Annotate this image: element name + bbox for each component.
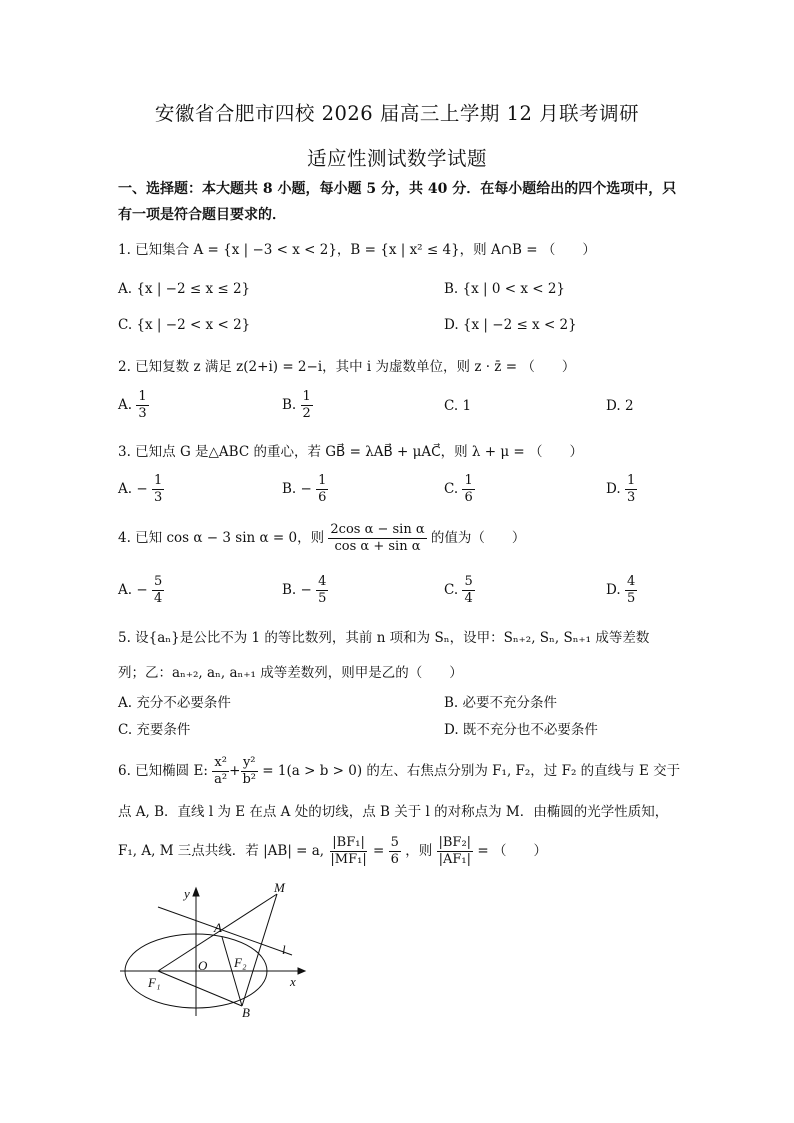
label-o: O bbox=[198, 958, 208, 973]
q6-frac-bf1-num: |BF₁| bbox=[332, 835, 365, 850]
q3-a-fraction bbox=[152, 473, 164, 506]
q2-a-den: 3 bbox=[138, 406, 147, 421]
q4-d-fraction bbox=[625, 574, 637, 607]
label-l: l bbox=[282, 942, 286, 957]
q4-c-label: C. bbox=[444, 582, 459, 598]
q4-c-fraction bbox=[462, 574, 474, 607]
q4-stem-pre: 4. 已知 cos α − 3 sin α = 0，则 bbox=[118, 530, 325, 546]
q2-a-fraction bbox=[136, 389, 148, 422]
page-title-line1: 安徽省合肥市四校 2026 届高三上学期 12 月联考调研 bbox=[154, 102, 640, 125]
question-4-stem bbox=[118, 522, 525, 555]
q6-frac-bf1 bbox=[328, 835, 368, 868]
q4-option-b bbox=[282, 574, 328, 607]
q4-stem-fraction bbox=[328, 522, 426, 555]
q4-option-c bbox=[444, 574, 475, 607]
q4-a-sign: − bbox=[136, 582, 148, 598]
q5-option-b: B. 必要不充分条件 bbox=[444, 695, 558, 711]
q4-a-label: A. bbox=[118, 582, 133, 598]
q6-frac-ratio bbox=[389, 835, 401, 868]
question-6-stem-line2: 点 A, B．直线 l 为 E 在点 A 处的切线，点 B 关于 l 的对称点为 M．由椭圆的光学性质知， bbox=[118, 804, 669, 820]
q6-frac-x-num: x² bbox=[214, 755, 227, 770]
q4-b-den: 5 bbox=[318, 591, 327, 606]
q3-option-d bbox=[606, 473, 637, 506]
q3-option-b bbox=[282, 473, 328, 506]
q1-option-d: D. {x | −2 ≤ x < 2} bbox=[444, 317, 577, 333]
q2-option-a bbox=[118, 389, 149, 422]
q4-stem-post: 的值为（ ） bbox=[430, 530, 526, 546]
q4-option-d bbox=[606, 574, 637, 607]
q6-line3-eq: = bbox=[373, 843, 385, 859]
q1-option-c: C. {x | −2 < x < 2} bbox=[118, 317, 251, 333]
label-y: y bbox=[184, 886, 190, 901]
q5-option-d: D. 既不充分也不必要条件 bbox=[444, 722, 598, 738]
q4-b-num: 4 bbox=[318, 574, 327, 589]
q4-stem-den: cos α + sin α bbox=[334, 539, 421, 554]
question-5-stem-line2: 列；乙：aₙ₊₂, aₙ, aₙ₊₁ 成等差数列，则甲是乙的（ ） bbox=[118, 665, 463, 681]
q2-d-label: D. bbox=[606, 398, 621, 414]
q6-frac-y-den: b² bbox=[242, 772, 256, 787]
q3-d-fraction bbox=[625, 473, 637, 506]
q4-d-num: 4 bbox=[626, 574, 636, 589]
q2-b-den: 2 bbox=[302, 406, 311, 421]
q6-frac-ratio-num: 5 bbox=[390, 835, 399, 850]
q2-c-value: 1 bbox=[462, 398, 472, 414]
q3-b-fraction bbox=[316, 473, 328, 506]
q6-frac-ratio-den: 6 bbox=[390, 852, 399, 867]
q4-c-num: 5 bbox=[464, 574, 473, 589]
q1-option-a: A. {x | −2 ≤ x ≤ 2} bbox=[118, 281, 251, 297]
q4-a-num: 5 bbox=[153, 574, 163, 589]
q4-b-sign: − bbox=[300, 582, 312, 598]
page-title-line2: 适应性测试数学试题 bbox=[306, 147, 487, 170]
q6-frac-x bbox=[212, 755, 229, 788]
q3-a-den: 3 bbox=[153, 490, 163, 505]
q5-option-a: A. 充分不必要条件 bbox=[118, 695, 231, 711]
segment-f1-b bbox=[158, 971, 242, 1006]
question-3-stem: 3. 已知点 G 是△ABC 的重心，若 GB⃗ = λAB⃗ + μAC⃗，则 λ + μ = （ ） bbox=[118, 444, 584, 460]
q3-d-label: D. bbox=[606, 481, 621, 497]
q3-b-sign: − bbox=[300, 481, 312, 497]
question-6-stem-line1: 6. 已知椭圆 E: $\frac{\text{x²}}{\text{a²}}$ + $\frac{\text{y²}}{\text{b²}}$ = 1(a > b > 0) 的左、右焦点分别为 F₁, F₂，过 F₂ 的直线与 E 交于 bbox=[118, 755, 681, 787]
label-b: B bbox=[242, 1005, 250, 1020]
q6-frac-y-num: y² bbox=[242, 755, 256, 770]
q3-option-c bbox=[444, 473, 475, 506]
q2-b-num: 1 bbox=[302, 389, 311, 404]
q6-line1-pre: 6. 已知椭圆 E: bbox=[118, 763, 208, 779]
q3-b-num: 1 bbox=[318, 473, 327, 488]
q2-d-value: 2 bbox=[624, 398, 634, 414]
label-m: M bbox=[274, 880, 285, 895]
q4-a-den: 4 bbox=[153, 591, 163, 606]
q3-d-den: 3 bbox=[626, 490, 636, 505]
q3-c-den: 6 bbox=[464, 490, 473, 505]
ellipse-figure bbox=[110, 880, 320, 1020]
q6-line3-post: ，则 bbox=[405, 843, 433, 859]
label-a: A bbox=[214, 920, 222, 935]
q6-frac-answer-num: |BF₂| bbox=[438, 835, 472, 850]
q3-a-num: 1 bbox=[153, 473, 163, 488]
q3-c-fraction bbox=[462, 473, 474, 506]
section-header: 一、选择题：本大题共 8 小题，每小题 5 分，共 40 分．在每小题给出的四个选项中，只有一项是符合题目要求的． bbox=[118, 181, 677, 223]
q5-option-c: C. 充要条件 bbox=[118, 722, 191, 738]
q2-option-b bbox=[282, 389, 313, 422]
q3-option-a bbox=[118, 473, 164, 506]
label-f1: F₁ bbox=[148, 975, 161, 990]
question-1-stem: 1. 已知集合 A = {x | −3 < x < 2}，B = {x | x² ≤ 4}，则 A∩B = （ ） bbox=[118, 242, 596, 258]
question-2-stem: 2. 已知复数 z 满足 z(2+i) = 2−i，其中 i 为虚数单位，则 z · z̄ = （ ） bbox=[118, 359, 576, 375]
q4-option-a bbox=[118, 574, 164, 607]
q4-stem-num: 2cos α − sin α bbox=[330, 522, 425, 537]
x-axis-arrow bbox=[298, 968, 305, 974]
q6-frac-y bbox=[240, 755, 258, 788]
q3-a-label: A. bbox=[118, 481, 133, 497]
q2-c-label: C. bbox=[444, 398, 459, 414]
question-6-stem-line3 bbox=[118, 835, 547, 868]
q6-line3-end: = （ ） bbox=[477, 843, 547, 859]
q3-c-num: 1 bbox=[464, 473, 473, 488]
q2-option-d bbox=[606, 398, 634, 414]
q6-line3-pre: F₁, A, M 三点共线．若 |AB| = a, bbox=[118, 843, 325, 859]
q4-a-fraction bbox=[152, 574, 164, 607]
q6-frac-x-den: a² bbox=[214, 772, 228, 787]
q6-frac-bf1-den: |MF₁| bbox=[330, 852, 367, 867]
q6-line1-post: = 1(a > b > 0) 的左、右焦点分别为 F₁, F₂，过 F₂ 的直线与 E 交于 bbox=[262, 763, 681, 779]
label-f2: F₂ bbox=[234, 955, 247, 970]
q3-c-label: C. bbox=[444, 481, 459, 497]
q4-d-den: 5 bbox=[626, 591, 636, 606]
label-x: x bbox=[290, 974, 296, 989]
q6-frac-answer-den: |AF₁| bbox=[438, 852, 471, 867]
q2-option-c bbox=[444, 398, 471, 414]
q2-b-fraction bbox=[301, 389, 313, 422]
q1-option-b: B. {x | 0 < x < 2} bbox=[444, 281, 566, 297]
q4-b-fraction bbox=[316, 574, 328, 607]
q2-a-num: 1 bbox=[138, 389, 147, 404]
q3-d-num: 1 bbox=[626, 473, 636, 488]
q4-c-den: 4 bbox=[464, 591, 473, 606]
q2-a-label: A. bbox=[118, 397, 133, 413]
q3-a-sign: − bbox=[136, 481, 148, 497]
q2-b-label: B. bbox=[282, 397, 297, 413]
q4-d-label: D. bbox=[606, 582, 621, 598]
y-axis-arrow bbox=[193, 888, 199, 896]
q3-b-label: B. bbox=[282, 481, 297, 497]
q3-b-den: 6 bbox=[318, 490, 327, 505]
q6-frac-answer bbox=[437, 835, 474, 868]
segment-b-m bbox=[242, 894, 277, 1006]
question-5-stem-line1: 5. 设{aₙ}是公比不为 1 的等比数列，其前 n 项和为 Sₙ，设甲：Sₙ₊₂, Sₙ, Sₙ₊₁ 成等差数 bbox=[118, 630, 650, 646]
q4-b-label: B. bbox=[282, 582, 297, 598]
